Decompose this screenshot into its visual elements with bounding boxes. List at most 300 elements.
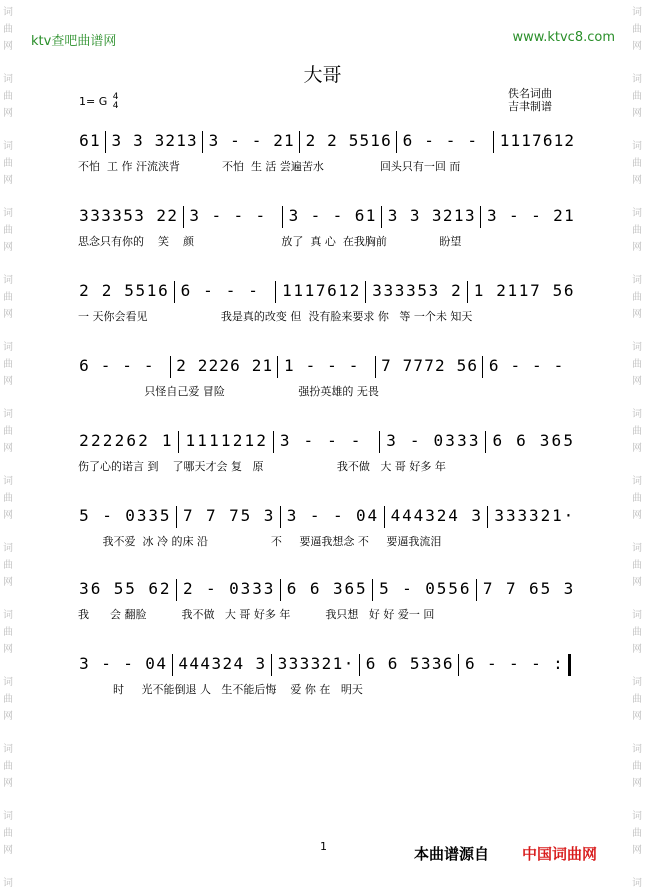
dash-mark: - [348,356,359,375]
note: 5 [448,579,458,598]
barline [280,579,281,601]
dash-mark: - [143,356,154,375]
note: 6 [180,281,191,300]
watermark-glyph: 网 [3,242,13,253]
note: 3 [431,654,442,673]
note: 1 [499,131,510,150]
note: 3 [406,281,416,300]
note: 5 [356,579,366,598]
note: 3 [299,654,310,673]
note: 0 [433,431,444,450]
barline [487,506,488,528]
note: 3 [263,579,274,598]
note: 3 [90,206,100,225]
time-bottom: 4 [112,101,119,111]
notes-line [78,205,574,229]
note: 2 [496,281,506,300]
note: 5 [124,281,134,300]
note: 1 [521,131,531,150]
note: 3 [494,506,505,525]
watermark-glyph: 曲 [632,761,642,772]
note: 3 [394,281,405,300]
watermark-glyph: 词 [632,275,642,286]
note: 5 [563,431,573,450]
watermark-glyph: 网 [3,41,13,52]
note: 6 [551,431,562,450]
page-number: 1 [320,840,327,853]
watermark-glyph: 曲 [3,828,13,839]
note: 2 [436,506,447,525]
watermark-glyph: 网 [3,845,13,856]
note: 2 [219,356,229,375]
watermark-glyph: 网 [3,510,13,521]
note: 2 [305,131,316,150]
note: 3 [288,206,299,225]
note: 3 [420,654,431,673]
barline [178,431,179,453]
watermark-glyph: 词 [632,811,642,822]
note: · [563,506,574,525]
watermark-glyph: 词 [3,275,13,286]
note: 2 [540,506,551,525]
note: 6 [402,131,413,150]
note: 2 [321,654,332,673]
credit-lyrics-music: 佚名词曲 [508,87,552,100]
barline [372,579,373,601]
dash-mark: - [332,506,343,525]
dash-mark: - [402,579,412,598]
note: 3 [386,431,396,450]
note: 1 [89,131,100,150]
note: 3 [133,131,143,150]
note: 0 [425,579,435,598]
note: 3 [471,506,481,525]
dash-mark: - [532,356,542,375]
note: 2 [114,431,125,450]
watermark-glyph: 曲 [632,158,642,169]
note: 2 [451,281,461,300]
note: 6 [286,579,297,598]
notes-line [78,280,574,304]
dash-mark: - [332,206,343,225]
note: 3 [517,506,528,525]
dash-mark: - [233,206,244,225]
note: 6 [230,356,240,375]
dash-mark: - [531,206,541,225]
dash-mark: - [310,206,321,225]
watermark-glyph: 词 [3,543,13,554]
note: 3 [288,654,299,673]
barline [176,506,177,528]
dash-mark: - [211,206,222,225]
note: 3 [136,506,147,525]
note: 5 [359,131,370,150]
watermark-glyph: 曲 [632,828,642,839]
note: 1 [220,431,231,450]
note: 5 [113,579,124,598]
note: 1 [284,356,294,375]
watermark-glyph: 曲 [3,91,13,102]
note: 3 [464,206,475,225]
note: 6 [126,431,137,450]
note: 6 [365,654,376,673]
dash-mark: - [251,131,262,150]
watermark-glyph: 词 [3,476,13,487]
note: 7 [315,281,326,300]
watermark-glyph: 曲 [632,225,642,236]
note: 7 [413,356,424,375]
watermark-glyph: 曲 [3,493,13,504]
note: · [343,654,354,673]
dash-mark: - [309,506,320,525]
note: 2 [256,431,266,450]
note: 1 [176,131,186,150]
watermark-glyph: 网 [3,711,13,722]
lyrics-line: 我不爱 冰 冷 的床 沿 不 要逼我想念 不 要逼我流泪 [78,535,442,548]
note: 3 [383,281,394,300]
note: 0 [145,654,155,673]
note: 5 [409,654,420,673]
note: 2 [138,431,148,450]
note: 4 [233,654,244,673]
barline [568,654,571,676]
source-site: 中国词曲网 [522,845,598,863]
note: 7 [206,506,216,525]
barline [282,206,283,228]
dash-mark: - [123,654,133,673]
note: 5 [135,281,146,300]
note: 2 [197,356,208,375]
note: 3 [154,131,165,150]
watermark-glyph: 词 [632,74,642,85]
watermark-glyph: 词 [3,677,13,688]
note: 1 [284,131,294,150]
note: 5 [123,206,133,225]
note: 3 [79,206,89,225]
note: 3 [468,431,479,450]
watermark-glyph: 曲 [3,627,13,638]
note: 7 [424,356,434,375]
watermark-glyph: 曲 [632,359,642,370]
barline [170,356,171,378]
watermark-glyph: 词 [632,744,642,755]
watermark-glyph: 词 [632,476,642,487]
note: 3 [279,431,290,450]
score-row [0,653,645,713]
dash-mark: - [486,654,497,673]
note: 5 [240,506,251,525]
note: 3 [445,431,455,450]
note: 6 [467,356,477,375]
watermark-glyph: 词 [3,74,13,85]
barline [482,356,483,378]
note: 3 [101,206,111,225]
dash-mark: - [305,356,316,375]
note: 4 [367,506,378,525]
note: 3 [240,579,251,598]
barline [183,206,184,228]
watermark-glyph: 网 [632,376,642,387]
note: 6 [442,654,453,673]
watermark-glyph: 词 [632,7,642,18]
dash-mark: - [509,654,519,673]
note: 2 [182,579,193,598]
note: 1 [510,131,521,150]
note: 1 [338,281,349,300]
note: 1 [244,431,255,450]
watermark-glyph: 曲 [632,24,642,35]
dash-mark: - [409,431,420,450]
note: 6 [148,579,159,598]
watermark-glyph: 曲 [3,761,13,772]
note: 6 [90,579,101,598]
note: 1 [473,281,484,300]
note: 0 [125,506,135,525]
note: 1 [553,131,564,150]
lyrics-line: 思念只有你的 笑 颜 放了 真 心 在我胸前 盼望 [78,235,462,248]
note: 6 [381,131,391,150]
note: 3 [310,654,321,673]
note: 3 [252,579,262,598]
watermark-glyph: 词 [632,878,642,889]
barline [271,654,272,676]
credit-arranger: 吉聿制谱 [508,100,552,113]
barline [277,356,278,378]
watermark-glyph: 网 [632,175,642,186]
note: 3 [539,431,550,450]
note: 5 [125,579,135,598]
note: 2 [167,206,177,225]
watermark-glyph: 词 [3,811,13,822]
note: 1 [293,281,303,300]
watermark-glyph: 网 [632,41,642,52]
note: 6 [488,356,499,375]
note: 5 [79,506,89,525]
note: 2 [553,206,563,225]
note: 0 [229,579,239,598]
note: 1 [518,281,529,300]
watermark-glyph: 网 [632,845,642,856]
note: 3 [409,206,420,225]
watermark-glyph: 网 [632,778,642,789]
note: 2 [90,431,101,450]
score-row [0,280,645,340]
note: 2 [79,431,89,450]
note: 1 [507,281,518,300]
note: 3 [431,206,442,225]
note: 5 [379,579,389,598]
barline [379,431,380,453]
note: 2 [102,431,113,450]
barline [458,654,459,676]
watermark-glyph: 词 [632,141,642,152]
barline [375,356,376,378]
note: 3 [148,506,159,525]
note: 3 [211,654,222,673]
note: 7 [402,356,413,375]
dash-mark: - [509,206,519,225]
note: 2 [434,356,445,375]
note: 5 [540,579,551,598]
note: 6 [516,431,526,450]
note: 1 [262,356,273,375]
lyrics-line: 不怕 工 作 汗流浃背 不怕 生 活 尝遍苦水 回头只有一回 而 [78,160,461,173]
note: 3 [263,506,274,525]
watermark-glyph: 网 [3,309,13,320]
note: 2 [222,654,233,673]
barline [275,281,276,303]
note: 1 [282,281,292,300]
note: 7 [182,506,193,525]
note: 3 [505,506,516,525]
watermark-glyph: 曲 [3,24,13,35]
note: 2 [159,579,170,598]
note: 6 [464,654,475,673]
note: 5 [552,281,563,300]
score-row [0,578,645,638]
barline [365,281,366,303]
watermark-glyph: 词 [632,409,642,420]
time-signature [113,93,119,111]
note: 4 [178,654,188,673]
watermark-glyph: 曲 [3,158,13,169]
dash-mark: - [122,356,132,375]
barline [476,579,477,601]
barline [467,281,468,303]
key-signature [79,93,118,111]
dash-mark: - [350,431,361,450]
note: 3 [486,206,497,225]
barline [384,506,385,528]
barline [174,281,175,303]
note: 2 [232,431,243,450]
dash-mark: - [225,281,236,300]
barline [105,131,106,153]
dash-mark: - [553,356,564,375]
barline [480,206,481,228]
barline [273,431,274,453]
notes-line [78,505,574,529]
barline [172,654,173,676]
note: 3 [186,131,197,150]
dash-mark: - [255,206,266,225]
note: 6 [79,131,89,150]
lyrics-line: 时 光不能倒退 人 生不能后悔 爱 你 在 明天 [78,683,363,696]
watermark-glyph: 网 [632,577,642,588]
watermark-glyph: 网 [632,711,642,722]
note: 5 [417,281,427,300]
note: 6 [387,654,398,673]
note: 4 [448,506,458,525]
watermark-glyph: 网 [632,309,642,320]
note: 7 [532,131,542,150]
note: 1 [161,431,172,450]
watermark-glyph: 曲 [632,560,642,571]
time-top: 4 [112,92,119,102]
note: 3 [111,131,122,150]
note: 3 [286,506,297,525]
note: 6 [563,281,574,300]
notes-line [78,578,574,602]
note: 3 [112,206,122,225]
notes-line [78,355,574,379]
watermark-glyph: 网 [3,778,13,789]
note: 6 [79,356,89,375]
note: 1 [185,431,196,450]
watermark-glyph: 网 [3,644,13,655]
watermark-glyph: 词 [3,744,13,755]
dash-mark: - [445,131,456,150]
note: 3 [255,654,266,673]
note: 5 [436,579,447,598]
note: 6 [542,131,553,150]
barline [485,431,486,453]
note: 1 [365,206,376,225]
note: 3 [425,506,435,525]
note: 4 [390,506,401,525]
note: 6 [529,579,539,598]
notes-line [78,130,574,154]
note: 3 [428,281,439,300]
dash-mark: - [467,131,477,150]
note: 1 [552,506,562,525]
note: 7 [229,506,239,525]
note: 2 [79,281,89,300]
barline [381,206,382,228]
key-text: 1= G [79,95,108,108]
note: 7 [381,356,391,375]
watermark-glyph: 词 [632,342,642,353]
note: 6 [344,579,355,598]
site-name-left: ktv查吧曲谱网 [31,34,117,49]
note: 6 [327,281,337,300]
watermark-glyph: 网 [632,242,642,253]
note: 7 [482,579,493,598]
score-row [0,205,645,265]
watermark-glyph: 网 [632,108,642,119]
note: 7 [505,579,516,598]
watermark-glyph: 曲 [632,91,642,102]
watermark-glyph: 词 [3,141,13,152]
score-row [0,430,645,490]
barline [493,131,494,153]
watermark-glyph: 网 [632,644,642,655]
barline [396,131,397,153]
barline [176,579,177,601]
note: 5 [159,506,170,525]
note: 6 [459,579,470,598]
watermark-glyph: 网 [3,376,13,387]
note: 3 [79,579,89,598]
watermark-glyph: 网 [3,175,13,186]
dash-mark: - [424,131,434,150]
notes-line [78,430,574,454]
watermark-glyph: 词 [632,208,642,219]
barline [299,131,300,153]
note: 7 [530,281,540,300]
watermark-glyph: 曲 [632,627,642,638]
watermark-glyph: 网 [632,443,642,454]
lyrics-line: 伤了心的诺言 到 了哪天才会 复 原 我不做 大 哥 好多 年 [78,460,446,473]
note: 3 [563,579,574,598]
note: 2 [349,281,360,300]
watermark-glyph: 词 [3,208,13,219]
dash-mark: - [101,654,111,673]
note: 2 [208,356,219,375]
note: 3 [277,654,288,673]
note: 2 [156,206,166,225]
score-row [0,130,645,190]
